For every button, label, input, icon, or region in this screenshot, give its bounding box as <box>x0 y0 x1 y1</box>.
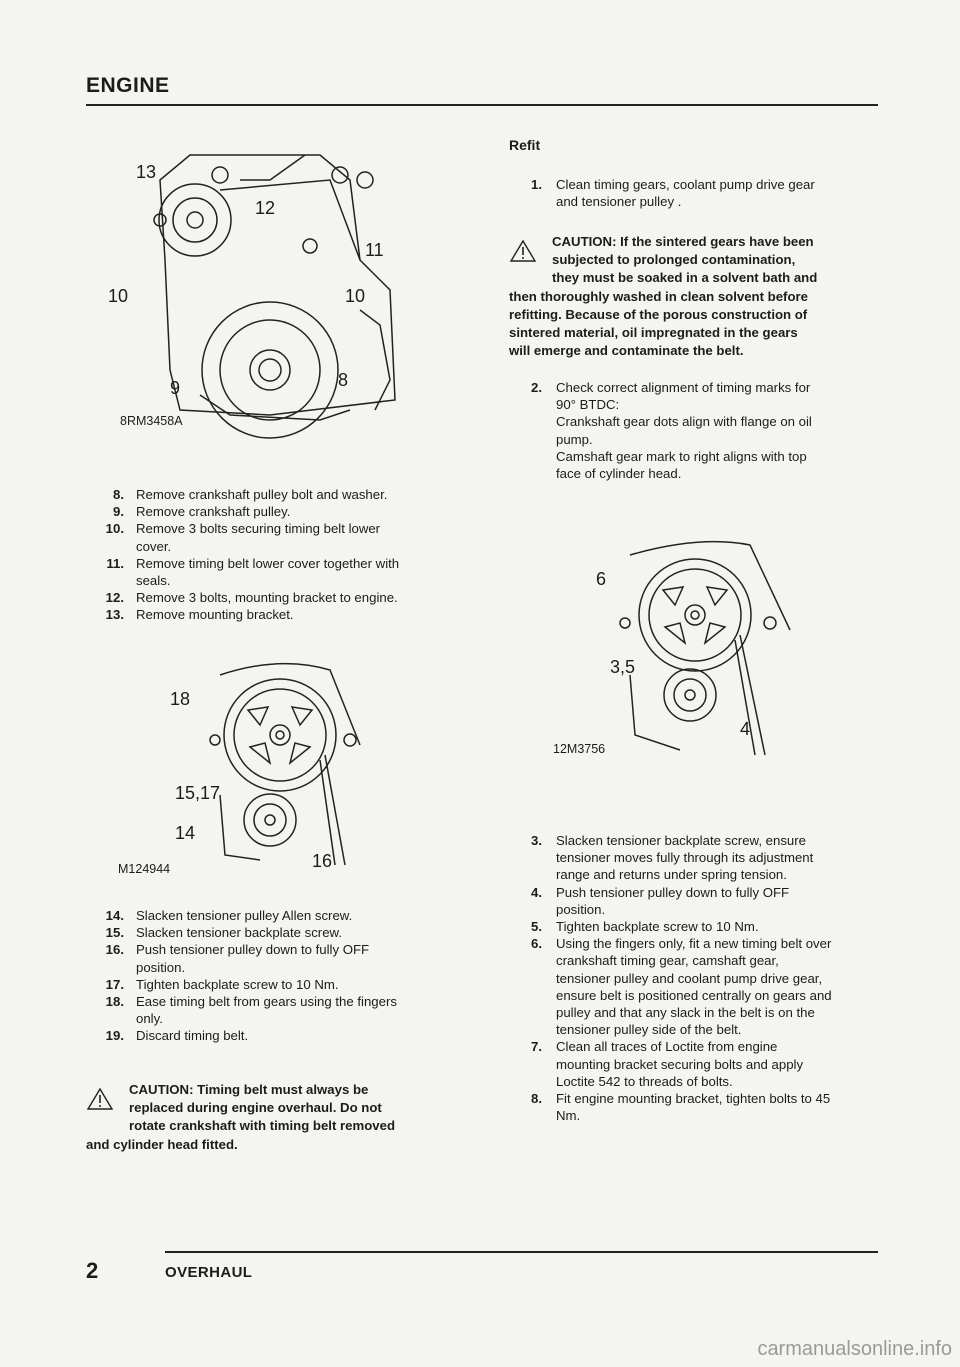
list-item: 5. Tighten backplate screw to 10 Nm. <box>531 919 759 935</box>
figure-lower-cover <box>108 140 440 440</box>
refit-heading: Refit <box>509 137 541 153</box>
page-number: 2 <box>86 1258 99 1283</box>
list-item: 9. Remove crankshaft pulley. <box>113 504 291 520</box>
callout-10-right: 10 <box>345 286 366 306</box>
callout-10-left: 10 <box>108 286 129 306</box>
page-header-title: ENGINE <box>86 74 170 97</box>
callout-15-17: 15,17 <box>175 783 221 803</box>
list-item: 3. Slacken tensioner backplate screw, ensure tensioner moves fully through its adjustment range and returns under spring tension. <box>531 833 814 883</box>
list-item: 19. Discard timing belt. <box>105 1028 249 1044</box>
watermark: carmanualsonline.info <box>757 1338 952 1360</box>
warning-triangle-icon <box>509 239 537 263</box>
steps-list-refit-3 <box>498 832 884 1124</box>
callout-11: 11 <box>365 240 384 260</box>
steps-list-refit-2 <box>498 379 878 482</box>
list-item: 13. Remove mounting bracket. <box>105 607 294 623</box>
warning-triangle-icon <box>86 1087 114 1111</box>
callout-6: 6 <box>596 569 607 589</box>
figure-code: 8RM3458A <box>120 414 183 428</box>
list-item: 8. Fit engine mounting bracket, tighten bolts to 45 Nm. <box>531 1091 831 1124</box>
figure-code: M124944 <box>118 862 171 876</box>
callout-13: 13 <box>136 162 157 182</box>
list-item: 15. Slacken tensioner backplate screw. <box>105 925 342 941</box>
list-item: 4. Push tensioner pulley down to fully OFF position. <box>531 884 790 917</box>
callout-8: 8 <box>338 370 349 390</box>
list-item: 10. Remove 3 bolts securing timing belt lower cover. <box>105 521 381 554</box>
callout-18: 18 <box>170 689 191 709</box>
header-rule <box>86 104 878 106</box>
list-item: 6. Using the fingers only, fit a new timing belt over crankshaft timing gear, camshaft gear, tensioner pulley and coolant pump drive gear, ensure belt is positioned centrally on gears and pulley and that any slack in the belt is on the tensioner pulley side of the belt. <box>531 936 832 1038</box>
list-item: 11. Remove timing belt lower cover together with seals. <box>106 555 400 589</box>
list-item: 7. Clean all traces of Loctite from engine mounting bracket securing bolts and apply Loctite 542 to threads of bolts. <box>531 1039 804 1089</box>
callout-3-5: 3,5 <box>610 657 636 677</box>
steps-list-removal-b <box>80 907 460 1045</box>
footer-rule <box>165 1251 878 1253</box>
caution-timing-belt: CAUTION: Timing belt must always be replaced during engine overhaul. Do not rotate crankshaft with timing belt removed and cylinder head fitted. <box>86 1082 395 1152</box>
callout-16: 16 <box>312 851 333 871</box>
list-item: 1. Clean timing gears, coolant pump drive gear and tensioner pulley . <box>531 177 815 210</box>
callout-9: 9 <box>170 378 181 398</box>
steps-list-refit-1 <box>498 176 878 210</box>
list-item: 8. Remove crankshaft pulley bolt and washer. <box>113 487 388 502</box>
list-item: 2. Check correct alignment of timing marks for 90° BTDC: Crankshaft gear dots align with flange on oil pump. Camshaft gear mark to right aligns with top face of cylinder head. <box>531 380 812 482</box>
list-item: 16. Push tensioner pulley down to fully OFF position. <box>105 942 370 975</box>
list-item: 14. Slacken tensioner pulley Allen screw. <box>105 908 353 923</box>
list-item: 18. Ease timing belt from gears using the fingers only. <box>105 994 397 1027</box>
list-item: 12. Remove 3 bolts, mounting bracket to engine. <box>105 590 398 606</box>
figure-code: 12M3756 <box>553 742 606 756</box>
list-item: 17. Tighten backplate screw to 10 Nm. <box>105 976 339 992</box>
steps-list-removal-a <box>80 486 460 624</box>
callout-4: 4 <box>740 719 751 739</box>
callout-14: 14 <box>175 823 196 843</box>
footer-section-label: OVERHAUL <box>165 1264 253 1281</box>
caution-sintered-gears: CAUTION: If the sintered gears have been subjected to prolonged contamination, they must be soaked in a solvent bath and then thoroughly washed in clean solvent before refitting. Because of the porous construction of sintered material, oil impregnated in the gears will emerge and contaminate the belt. <box>509 234 818 359</box>
figure-timing-belt-refit <box>590 535 820 770</box>
figure-timing-belt-removal <box>160 655 380 875</box>
callout-12: 12 <box>255 198 276 218</box>
